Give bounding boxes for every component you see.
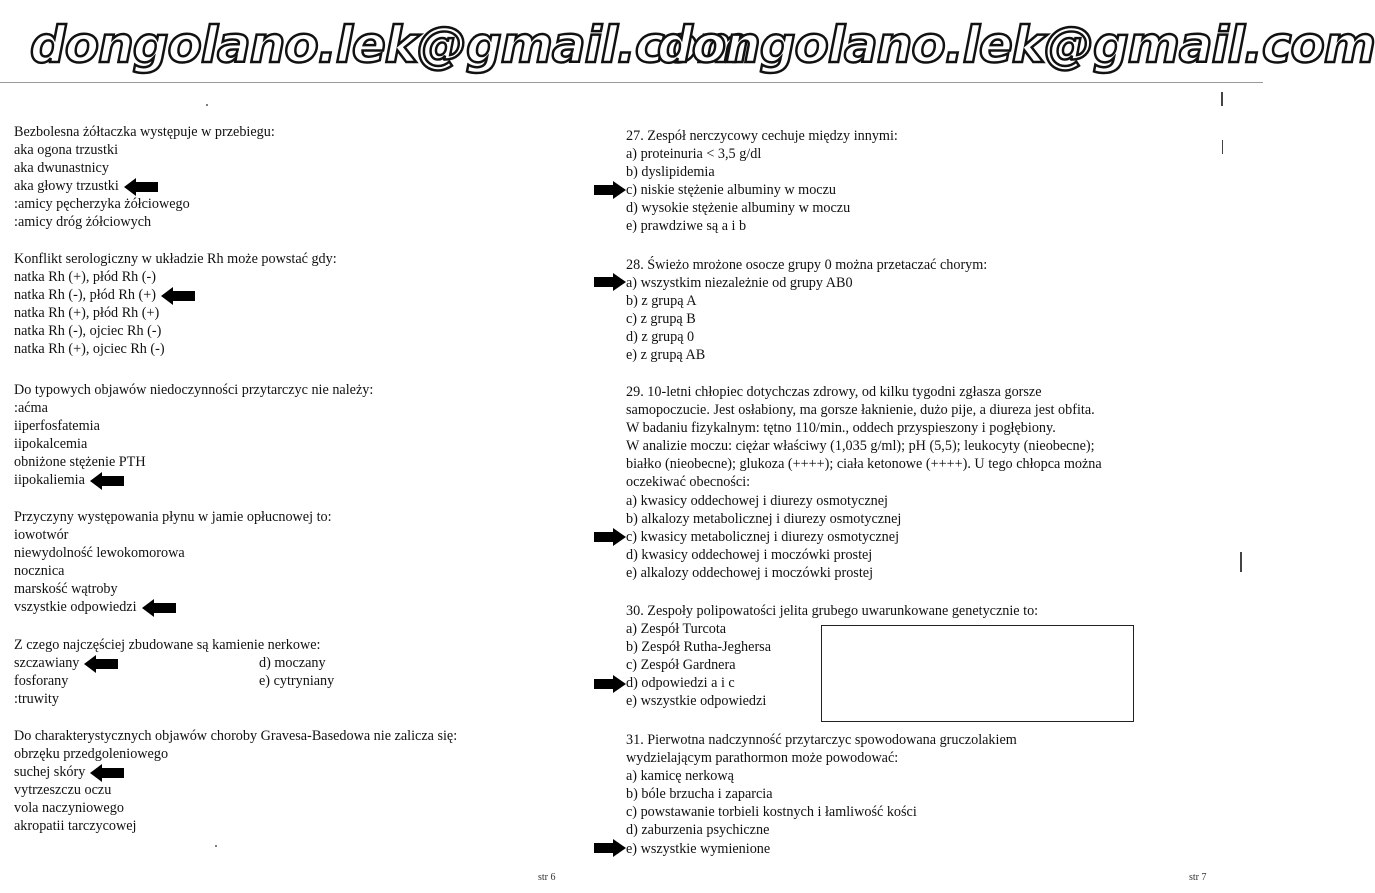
question-stem-line: samopoczucie. Jest osłabiony, ma gorsze łaknienie, dużo pije, a diureza jest obfita. bbox=[626, 402, 1095, 419]
option: aka ogona trzustki bbox=[14, 142, 119, 159]
question-31-hyperparathyroidism bbox=[626, 731, 1246, 858]
question-stem: 28. Świeżo mrożone osocze grupy 0 można przetaczać chorym: bbox=[626, 257, 988, 273]
scan-artifact bbox=[1222, 140, 1223, 154]
option: c) z grupą B bbox=[626, 311, 696, 328]
option: e) z grupą AB bbox=[626, 347, 706, 364]
question-stem-line: W analizie moczu: ciężar właściwy (1,035 g/ml); pH (5,5); leukocyty (nieobecne); bbox=[626, 438, 1095, 455]
scan-artifact bbox=[206, 104, 208, 106]
option: e) wszystkie odpowiedzi bbox=[626, 693, 767, 710]
scan-artifact bbox=[1240, 552, 1242, 572]
option-columns bbox=[14, 654, 604, 708]
option: a) kwasicy oddechowej i diurezy osmotycznej bbox=[626, 492, 888, 509]
option-text: szczawiany bbox=[14, 655, 80, 672]
answer-arrow-icon bbox=[594, 273, 626, 291]
answer-arrow-icon bbox=[90, 476, 126, 486]
answer-arrow-icon bbox=[90, 768, 126, 778]
option: natka Rh (+), ojciec Rh (-) bbox=[14, 341, 165, 358]
option: vytrzeszczu oczu bbox=[14, 782, 112, 799]
option-text: natka Rh (-), płód Rh (+) bbox=[14, 287, 156, 304]
option: d) zaburzenia psychiczne bbox=[626, 822, 770, 839]
question-stem: Do charakterystycznych objawów choroby Gravesa-Basedowa nie zalicza się: bbox=[14, 728, 458, 744]
option: natka Rh (+), płód Rh (-) bbox=[14, 269, 156, 286]
option: b) dyslipidemia bbox=[626, 164, 715, 181]
option: c) powstawanie torbieli kostnych i łamliwość kości bbox=[626, 804, 917, 821]
answer-option bbox=[14, 286, 604, 304]
question-hypoparathyroidism bbox=[14, 381, 604, 490]
option: b) Zespół Rutha-Jeghersa bbox=[626, 639, 771, 656]
question-stem: Konflikt serologiczny w układzie Rh może powstać gdy: bbox=[14, 251, 337, 267]
option: b) z grupą A bbox=[626, 293, 697, 310]
question-stem: 27. Zespół nerczycowy cechuje między innymi: bbox=[626, 128, 898, 144]
answer-option: c) kwasicy metabolicznej i diurezy osmotycznej bbox=[626, 528, 900, 545]
question-kidney-stones bbox=[14, 636, 604, 708]
option: obrzęku przedgoleniowego bbox=[14, 746, 169, 763]
option-column-b bbox=[259, 654, 334, 690]
option: e) prawdziwe są a i b bbox=[626, 218, 747, 235]
option: b) alkalozy metabolicznej i diurezy osmotycznej bbox=[626, 510, 902, 527]
answer-arrow-icon bbox=[161, 291, 197, 301]
option: :truwity bbox=[14, 691, 59, 708]
watermark-header bbox=[0, 0, 1375, 84]
answer-arrow-icon bbox=[594, 839, 626, 857]
question-rh-conflict bbox=[14, 250, 604, 359]
header-divider bbox=[0, 82, 1263, 83]
question-stem-line: 31. Pierwotna nadczynność przytarczyc spowodowana gruczolakiem bbox=[626, 732, 1017, 748]
question-stem-line: oczekiwać obecności: bbox=[626, 474, 751, 491]
question-jaundice bbox=[14, 123, 604, 232]
option: e) cytryniany bbox=[259, 673, 335, 690]
option: a) kamicę nerkową bbox=[626, 768, 734, 785]
question-stem-line: wydzielającym parathormon może powodować: bbox=[626, 750, 899, 767]
question-pleural-fluid bbox=[14, 508, 604, 617]
answer-option bbox=[14, 177, 604, 195]
option-text: vszystkie odpowiedzi bbox=[14, 599, 137, 616]
option: b) bóle brzucha i zaparcia bbox=[626, 786, 773, 803]
scan-artifact bbox=[215, 845, 217, 847]
answer-arrow-icon bbox=[124, 182, 160, 192]
option: niewydolność lewokomorowa bbox=[14, 545, 185, 562]
option: obniżone stężenie PTH bbox=[14, 454, 146, 471]
option: :aćma bbox=[14, 400, 48, 417]
option: fosforany bbox=[14, 673, 69, 690]
question-stem: Bezbolesna żółtaczka występuje w przebiegu: bbox=[14, 124, 275, 140]
option-text: iipokaliemia bbox=[14, 472, 85, 489]
option: vola naczyniowego bbox=[14, 800, 124, 817]
option: natka Rh (+), płód Rh (+) bbox=[14, 305, 160, 322]
option: d) wysokie stężenie albuminy w moczu bbox=[626, 200, 851, 217]
page-number-right: str 7 bbox=[1189, 872, 1207, 883]
option: iipokalcemia bbox=[14, 436, 88, 453]
option: iiperfosfatemia bbox=[14, 418, 100, 435]
answer-option bbox=[14, 471, 604, 489]
option: akropatii tarczycowej bbox=[14, 818, 137, 835]
answer-option: e) wszystkie wymienione bbox=[626, 840, 771, 857]
option: aka dwunastnicy bbox=[14, 160, 109, 177]
question-stem: Do typowych objawów niedoczynności przytarczyc nie należy: bbox=[14, 382, 374, 398]
question-stem-line: 29. 10-letni chłopiec dotychczas zdrowy, od kilku tygodni zgłasza gorsze bbox=[626, 384, 1042, 400]
option: a) Zespół Turcota bbox=[626, 621, 727, 638]
watermark-left: dongolano.lek@gmail.com bbox=[30, 16, 748, 74]
question-graves bbox=[14, 727, 604, 836]
answer-arrow-icon bbox=[594, 528, 626, 546]
option: e) alkalozy oddechowej i moczówki prostej bbox=[626, 564, 874, 581]
option: d) moczany bbox=[259, 655, 326, 672]
question-stem: 30. Zespoły polipowatości jelita grubego uwarunkowane genetycznie to: bbox=[626, 603, 1039, 619]
answer-option: d) odpowiedzi a i c bbox=[626, 675, 735, 692]
option: d) kwasicy oddechowej i moczówki prostej bbox=[626, 546, 873, 563]
question-stem: Przyczyny występowania płynu w jamie opłucnowej to: bbox=[14, 509, 332, 525]
option: :amicy pęcherzyka żółciowego bbox=[14, 196, 190, 213]
blank-answer-box bbox=[821, 625, 1134, 722]
answer-option: c) niskie stężenie albuminy w moczu bbox=[626, 182, 836, 199]
option: marskość wątroby bbox=[14, 581, 118, 598]
question-stem: Z czego najczęściej zbudowane są kamienie nerkowe: bbox=[14, 637, 321, 653]
option: iowotwór bbox=[14, 527, 69, 544]
option: :amicy dróg żółciowych bbox=[14, 214, 152, 231]
answer-option: a) wszystkim niezależnie od grupy AB0 bbox=[626, 275, 853, 292]
option: a) proteinuria < 3,5 g/dl bbox=[626, 146, 762, 163]
option: natka Rh (-), ojciec Rh (-) bbox=[14, 323, 162, 340]
option-text: suchej skóry bbox=[14, 764, 86, 781]
question-stem-line: białko (nieobecne); glukoza (++++); ciała ketonowe (++++). U tego chłopca można bbox=[626, 456, 1102, 473]
question-28-plasma bbox=[626, 256, 1246, 365]
answer-arrow-icon bbox=[142, 603, 178, 613]
question-29-ketoacidosis bbox=[626, 383, 1246, 582]
option-text: aka głowy trzustki bbox=[14, 178, 119, 195]
option: d) z grupą 0 bbox=[626, 329, 695, 346]
question-27-nephrotic bbox=[626, 127, 1246, 236]
watermark-right: dongolano.lek@gmail.com bbox=[657, 16, 1375, 74]
answer-option bbox=[14, 598, 604, 616]
option: c) Zespół Gardnera bbox=[626, 657, 736, 674]
question-stem-line: W badaniu fizykalnym: tętno 110/min., oddech przyspieszony i pogłębiony. bbox=[626, 420, 1056, 437]
answer-arrow-icon bbox=[84, 659, 120, 669]
answer-option bbox=[14, 763, 604, 781]
answer-arrow-icon bbox=[594, 675, 626, 693]
option: nocznica bbox=[14, 563, 65, 580]
answer-arrow-icon bbox=[594, 181, 626, 199]
page-number-left: str 6 bbox=[538, 872, 556, 883]
scan-artifact bbox=[1221, 92, 1223, 106]
